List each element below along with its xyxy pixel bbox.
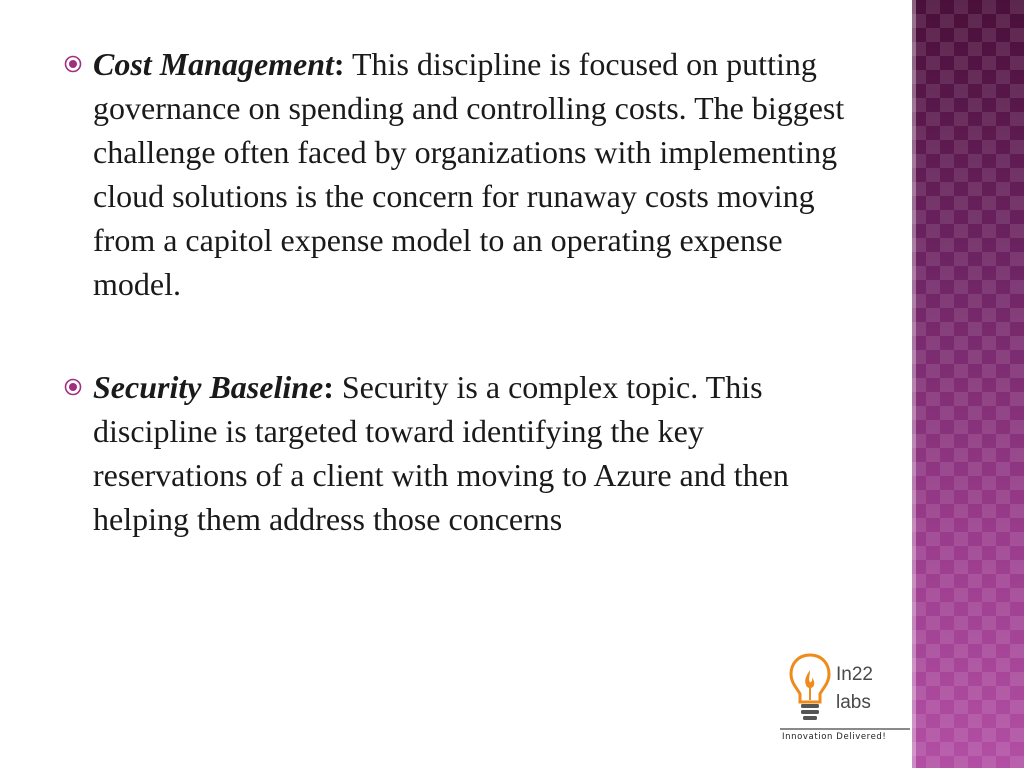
logo-line-1: In22 xyxy=(836,664,873,685)
circle-dot-bullet-icon xyxy=(64,55,82,73)
bullet-colon: : xyxy=(333,46,345,82)
bullet-term: Security Baseline xyxy=(93,369,324,405)
bullet-text: This discipline is focused on putting governance on spending and controlling costs. The biggest challenge often faced by organizations with implementing cloud solutions is the concern for runaway costs moving from a capitol expense model to an operating expense model. xyxy=(93,46,845,302)
logo-line-2: labs xyxy=(836,692,871,713)
bullet-cost-management xyxy=(60,42,860,306)
logo-divider xyxy=(780,728,910,730)
decorative-side-panel xyxy=(912,0,1024,768)
slide-body xyxy=(60,42,860,541)
bullet-term: Cost Management xyxy=(93,46,334,82)
bullet-colon: : xyxy=(323,369,334,405)
logo-tagline: Innovation Delivered! xyxy=(782,732,887,742)
lightbulb-flame-icon xyxy=(788,652,832,724)
bullet-text: Security is a complex topic. This discipline is targeted toward identifying the key reservations of a client with moving to Azure and then helping them address those concerns xyxy=(93,369,789,537)
bullet-security-baseline xyxy=(60,365,860,541)
circle-dot-bullet-icon xyxy=(64,378,82,396)
in22labs-logo xyxy=(780,652,910,746)
side-panel-edge xyxy=(912,0,916,768)
